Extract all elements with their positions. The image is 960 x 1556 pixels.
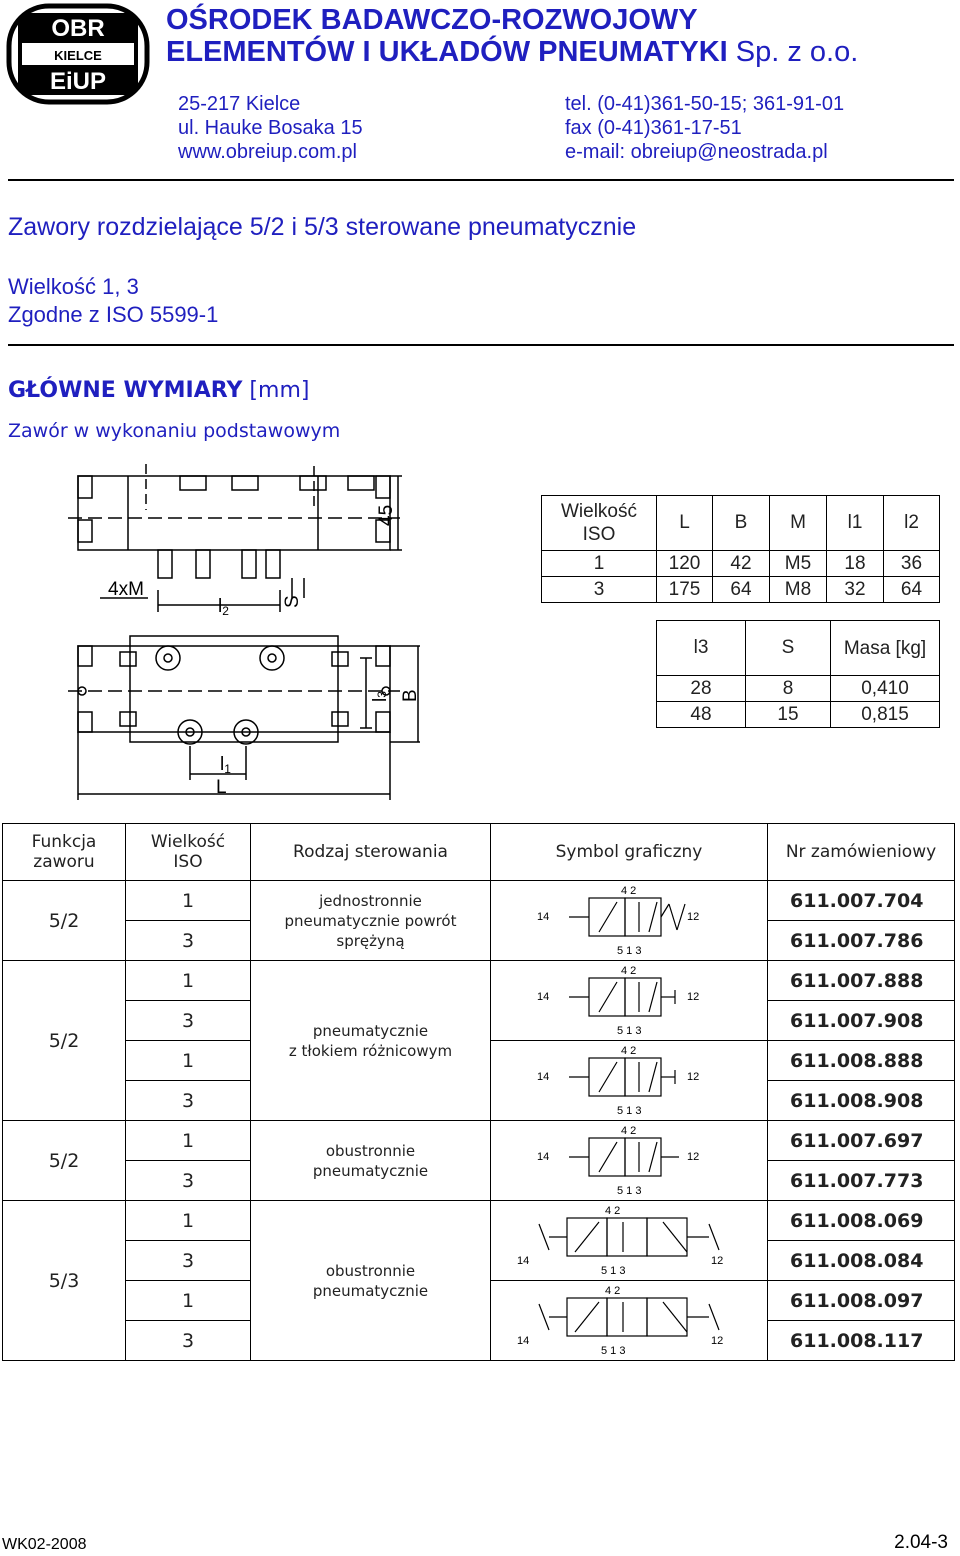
port-14-label: 14 — [517, 1334, 530, 1347]
col-header-size: Wielkość ISO — [542, 496, 657, 551]
size-cell: 3 — [126, 921, 251, 961]
control-cell: pneumatycznie z tłokiem różnicowym — [251, 961, 491, 1121]
control-cell: obustronnie pneumatycznie — [251, 1201, 491, 1361]
size-cell: 3 — [126, 1001, 251, 1041]
port-513-label: 5 1 3 — [617, 944, 642, 956]
port-12-label: 12 — [687, 990, 700, 1003]
svg-text:l2: l2 — [218, 596, 229, 618]
port-513-label: 5 1 3 — [601, 1264, 626, 1276]
control-cell: obustronnie pneumatycznie — [251, 1121, 491, 1201]
port-513-label: 5 1 3 — [617, 1104, 642, 1116]
col-header-symbol: Symbol graficzny — [491, 824, 768, 881]
size-cell: 1 — [126, 1121, 251, 1161]
port-12-label: 12 — [687, 1070, 700, 1083]
order-number: 611.007.704 — [768, 881, 955, 921]
col-header-l: L — [657, 496, 713, 551]
valve-dimension-drawing — [60, 460, 420, 805]
logo-bottom-text: EiUP — [49, 68, 107, 95]
size-cell: 1 — [126, 881, 251, 921]
size-cell: 1 — [126, 1281, 251, 1321]
order-number: 611.008.069 — [768, 1201, 955, 1241]
port-14-label: 14 — [537, 910, 550, 923]
function-cell: 5/2 — [3, 961, 126, 1121]
table-row: 1 120 42 M5 18 36 — [542, 551, 940, 577]
section-subheading: Zawór w wykonaniu podstawowym — [8, 420, 341, 442]
order-number: 611.007.697 — [768, 1121, 955, 1161]
order-number: 611.008.097 — [768, 1281, 955, 1321]
logo-mid-text: KIELCE — [54, 48, 102, 63]
standard-subtitle: Zgodne z ISO 5599-1 — [8, 302, 219, 327]
size-cell: 1 — [126, 1201, 251, 1241]
order-number: 611.007.908 — [768, 1001, 955, 1041]
header-divider — [8, 179, 954, 181]
col-header-l2: l2 — [884, 496, 940, 551]
graphic-symbol — [491, 1121, 768, 1201]
port-12-label: 12 — [711, 1334, 724, 1347]
col-header-s: S — [746, 621, 831, 676]
company-name-line1: OŚRODEK BADAWCZO-ROZWOJOWY — [166, 4, 698, 36]
function-cell: 5/3 — [3, 1201, 126, 1361]
order-number: 611.008.888 — [768, 1041, 955, 1081]
size-cell: 3 — [126, 1081, 251, 1121]
port-42-label: 4 2 — [621, 964, 637, 977]
size-cell: 1 — [126, 961, 251, 1001]
order-table — [2, 823, 955, 1361]
document-code: WK02-2008 — [2, 1536, 87, 1553]
table-row: 48 15 0,815 — [657, 702, 940, 728]
port-42-label: 4 2 — [621, 1044, 637, 1057]
svg-text:l3: l3 — [370, 691, 391, 702]
port-42-label: 4 2 — [621, 1124, 637, 1137]
label-4xm: 4xM — [108, 579, 144, 600]
svg-text:l1: l1 — [220, 754, 231, 776]
label-l1: l — [220, 754, 225, 775]
port-12-label: 12 — [711, 1254, 724, 1267]
table-row: 3 175 64 M8 32 64 — [542, 577, 940, 603]
col-header-b: B — [713, 496, 770, 551]
label-s: S — [282, 595, 303, 608]
company-address — [178, 92, 363, 164]
order-number: 611.007.786 — [768, 921, 955, 961]
company-logo — [6, 3, 150, 105]
label-l2: l — [218, 596, 223, 617]
col-header-order-number: Nr zamówieniowy — [768, 824, 955, 881]
order-number: 611.008.908 — [768, 1081, 955, 1121]
function-cell: 5/2 — [3, 881, 126, 961]
order-number: 611.008.117 — [768, 1321, 955, 1361]
dimension-table-sizes — [541, 495, 940, 603]
col-header-control: Rodzaj sterowania — [251, 824, 491, 881]
size-subtitle: Wielkość 1, 3 — [8, 274, 139, 299]
size-cell: 1 — [126, 1041, 251, 1081]
graphic-symbol — [491, 1041, 768, 1121]
port-42-label: 4 2 — [605, 1284, 621, 1297]
port-12-label: 12 — [687, 1150, 700, 1163]
port-42-label: 4 2 — [605, 1204, 621, 1217]
page-title: Zawory rozdzielające 5/2 i 5/3 sterowane pneumatycznie — [8, 213, 637, 241]
order-number: 611.007.773 — [768, 1161, 955, 1201]
port-14-label: 14 — [537, 1150, 550, 1163]
section-divider — [8, 344, 954, 346]
phone-line: tel. (0-41)361-50-15; 361-91-01 — [565, 93, 845, 115]
company-name-line2: ELEMENTÓW I UKŁADÓW PNEUMATYKI Sp. z o.o. — [166, 36, 859, 68]
address-line: ul. Hauke Bosaka 15 — [178, 117, 363, 139]
port-12-label: 12 — [687, 910, 700, 923]
website-link[interactable]: www.obreiup.com.pl — [178, 141, 357, 163]
col-header-mass: Masa [kg] — [831, 621, 940, 676]
control-cell: jednostronnie pneumatycznie powrót sprężyną — [251, 881, 491, 961]
label-l3: l — [370, 697, 391, 702]
label-45: 45 — [376, 504, 397, 526]
table-row — [3, 1201, 955, 1241]
company-contact — [565, 92, 844, 164]
order-number: 611.007.888 — [768, 961, 955, 1001]
table-row — [3, 881, 955, 921]
size-cell: 3 — [126, 1321, 251, 1361]
col-header-size: Wielkość ISO — [126, 824, 251, 881]
size-cell: 3 — [126, 1161, 251, 1201]
table-row — [3, 1121, 955, 1161]
address-line: 25-217 Kielce — [178, 93, 301, 115]
table-row — [3, 961, 955, 1001]
graphic-symbol — [491, 1201, 768, 1281]
port-513-label: 5 1 3 — [617, 1024, 642, 1036]
size-cell: 3 — [126, 1241, 251, 1281]
fax-line: fax (0-41)361-17-51 — [565, 117, 742, 139]
dimension-table-mass — [656, 620, 940, 728]
email-link[interactable]: e-mail: obreiup@neostrada.pl — [565, 141, 828, 163]
table-row: 28 8 0,410 — [657, 676, 940, 702]
port-513-label: 5 1 3 — [601, 1344, 626, 1356]
col-header-function: Funkcja zaworu — [3, 824, 126, 881]
col-header-l1: l1 — [827, 496, 884, 551]
company-name — [166, 4, 858, 68]
port-14-label: 14 — [537, 1070, 550, 1083]
label-l: L — [216, 777, 227, 798]
graphic-symbol — [491, 881, 768, 961]
port-42-label: 4 2 — [621, 884, 637, 897]
page-number: 2.04-3 — [894, 1532, 948, 1553]
logo-top-text: OBR — [51, 15, 105, 42]
label-b: B — [400, 689, 420, 702]
order-number: 611.008.084 — [768, 1241, 955, 1281]
graphic-symbol — [491, 1281, 768, 1361]
function-cell: 5/2 — [3, 1121, 126, 1201]
port-14-label: 14 — [517, 1254, 530, 1267]
col-header-l3: l3 — [657, 621, 746, 676]
section-heading: GŁÓWNE WYMIARY [mm] — [8, 378, 310, 403]
port-14-label: 14 — [537, 990, 550, 1003]
port-513-label: 5 1 3 — [617, 1184, 642, 1196]
col-header-m: M — [770, 496, 827, 551]
graphic-symbol — [491, 961, 768, 1041]
